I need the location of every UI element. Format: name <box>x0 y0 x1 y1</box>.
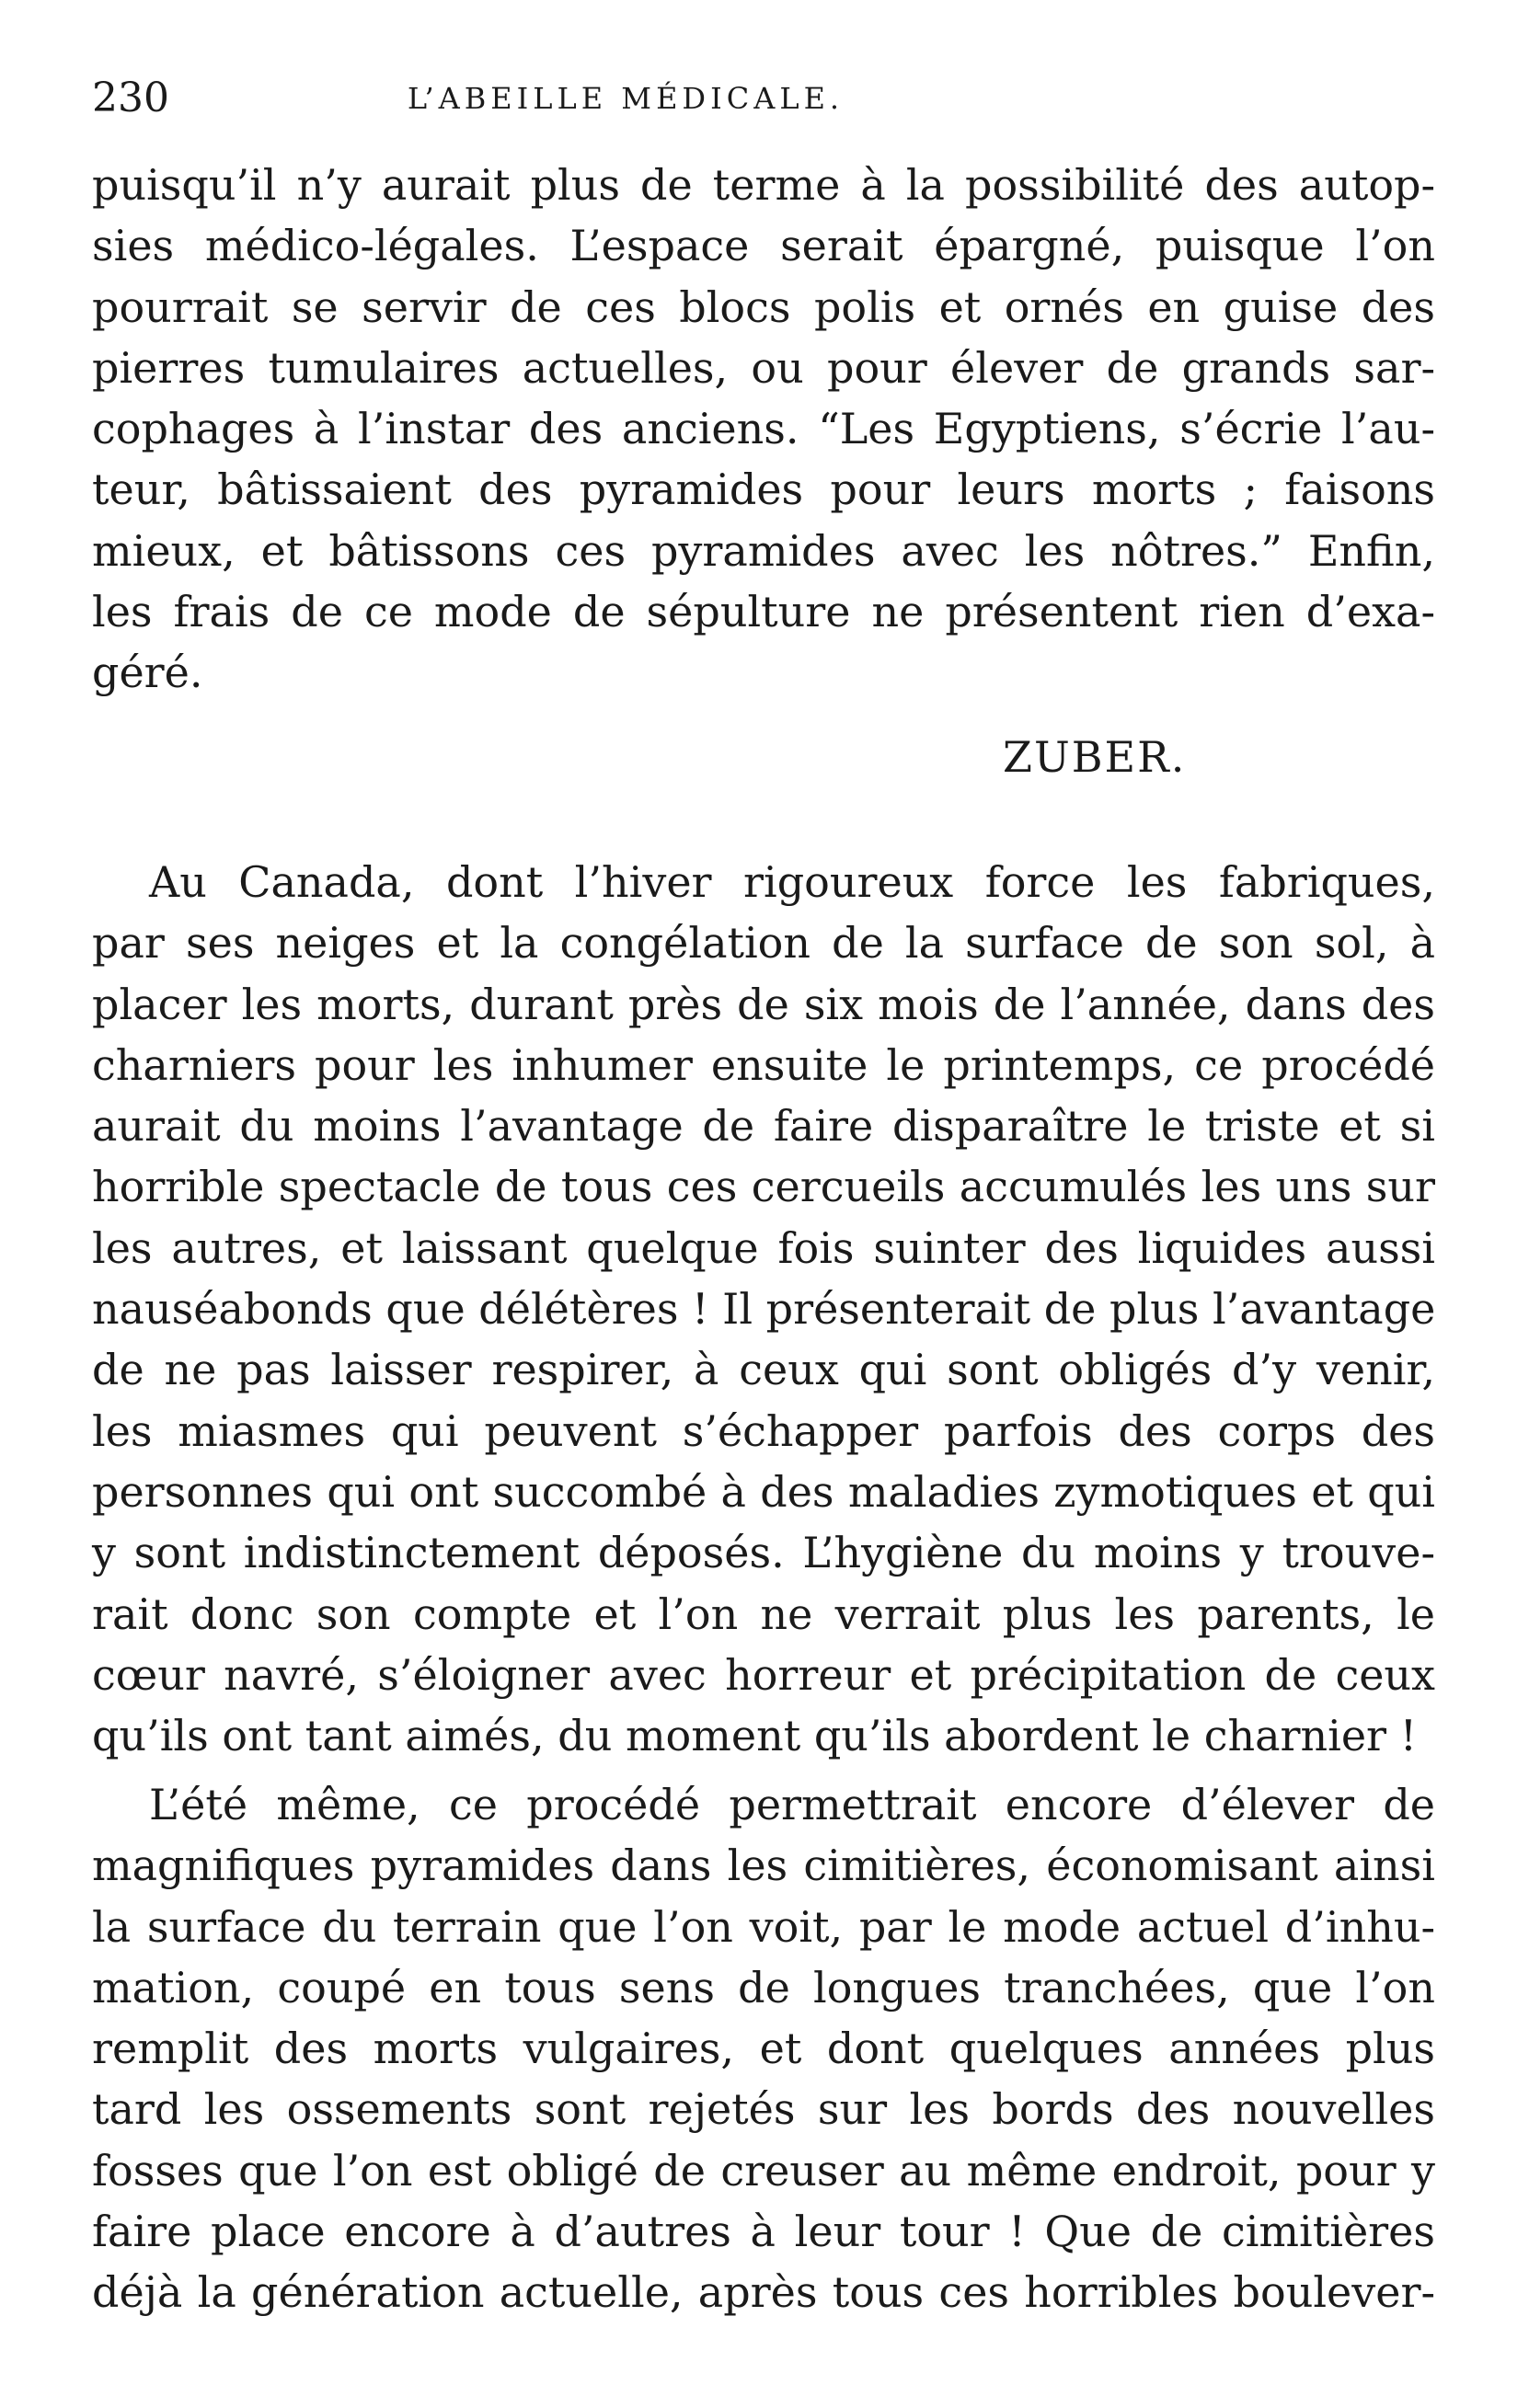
text-line: personnes qui ont succombé à des maladies zymotiques et qui <box>92 1466 1435 1517</box>
text-line: cœur navré, s’éloigner avec horreur et précipitation de ceux <box>92 1649 1435 1700</box>
text-line: aurait du moins l’avantage de faire disparaître le triste et si <box>92 1101 1435 1152</box>
text-line: nauséabonds que délétères ! Il présenterait de plus l’avantage <box>92 1284 1436 1335</box>
text-line: pourrait se servir de ces blocs polis et ornés en guise des <box>92 281 1435 332</box>
text-line: la surface du terrain que l’on voit, par le mode actuel d’inhu- <box>92 1901 1435 1952</box>
paragraph-continued <box>92 155 1435 704</box>
page-number: 230 <box>92 75 169 121</box>
text-line: sies médico-légales. L’espace serait épargné, puisque l’on <box>92 221 1435 271</box>
text-line: les frais de ce mode de sépulture ne présentent rien d’exa- <box>92 587 1435 637</box>
page-header <box>92 66 1435 131</box>
text-line: mieux, et bâtissons ces pyramides avec les nôtres.” Enfin, <box>92 525 1435 576</box>
text-line: horrible spectacle de tous ces cercueils accumulés les uns sur <box>92 1162 1435 1212</box>
text-line: les autres, et laissant quelque fois suinter des liquides aussi <box>92 1222 1435 1273</box>
text-line: charniers pour les inhumer ensuite le printemps, ce procédé <box>92 1039 1435 1090</box>
text-line: fosses que l’on est obligé de creuser au même endroit, pour y <box>92 2145 1435 2196</box>
text-line: de ne pas laisser respirer, à ceux qui sont obligés d’y venir, <box>92 1345 1435 1395</box>
text-line: déjà la génération actuelle, après tous ces horribles boulever- <box>92 2267 1435 2318</box>
text-line: puisqu’il n’y aurait plus de terme à la possibilité des autop- <box>92 160 1435 210</box>
text-line: rait donc son compte et l’on ne verrait plus les parents, le <box>92 1588 1435 1639</box>
paragraph-canada <box>92 852 1435 1766</box>
text-line: remplit des morts vulgaires, et dont quelques années plus <box>92 2024 1435 2074</box>
text-line: Au Canada, dont l’hiver rigoureux force les fabriques, <box>149 857 1435 907</box>
text-line: faire place encore à d’autres à leur tour ! Que de cimitières <box>92 2207 1435 2257</box>
text-line: les miasmes qui peuvent s’échapper parfois des corps des <box>92 1405 1435 1456</box>
text-line: par ses neiges et la congélation de la surface de son sol, à <box>92 918 1435 969</box>
author-signature: ZUBER. <box>1003 732 1187 782</box>
text-line: cophages à l’instar des anciens. “Les Egyptiens, s’écrie l’au- <box>92 404 1435 454</box>
paragraph-summer <box>92 1774 1435 2323</box>
running-title: L’ABEILLE MÉDICALE. <box>407 81 845 116</box>
text-line: qu’ils ont tant aimés, du moment qu’ils abordent le charnier ! <box>92 1711 1418 1761</box>
text-line: mation, coupé en tous sens de longues tranchées, que l’on <box>92 1962 1435 2012</box>
text-line: L’été même, ce procédé permettrait encore d’élever de <box>149 1780 1435 1829</box>
text-line: tard les ossements sont rejetés sur les bords des nouvelles <box>92 2084 1435 2135</box>
text-line: y sont indistinctement déposés. L’hygiène du moins y trouve- <box>92 1528 1435 1578</box>
text-line: placer les morts, durant près de six mois de l’année, dans des <box>92 979 1435 1029</box>
text-line: teur, bâtissaient des pyramides pour leurs morts ; faisons <box>92 464 1435 515</box>
text-line: géré. <box>92 648 203 698</box>
text-line: pierres tumulaires actuelles, ou pour élever de grands sar- <box>92 342 1435 393</box>
text-line: magnifiques pyramides dans les cimitières, économisant ainsi <box>92 1840 1435 1891</box>
